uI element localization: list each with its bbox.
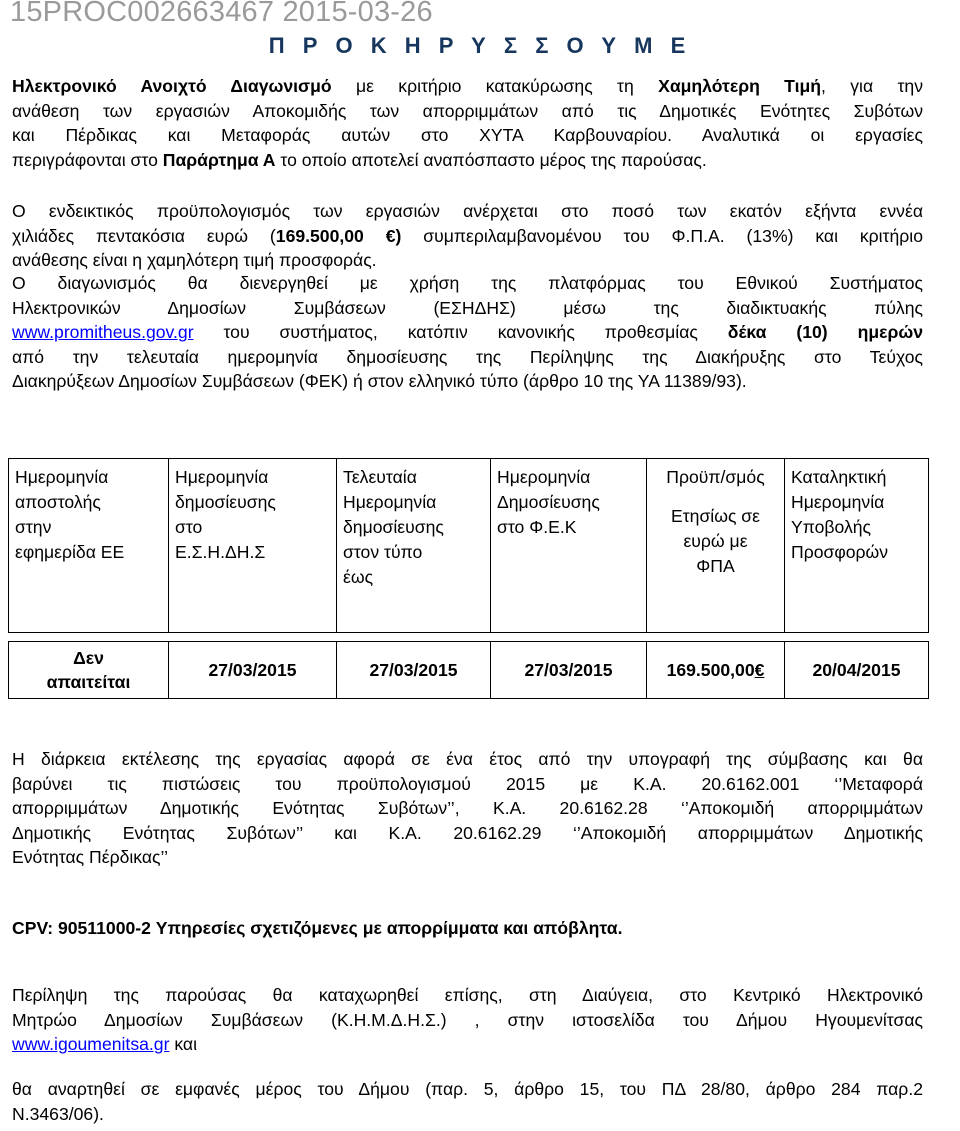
budget-line-2 (12, 224, 923, 249)
header-text: ευρώ με (683, 531, 748, 551)
header-text: Δημοσίευσης (497, 492, 600, 512)
header-text: εφημερίδα ΕΕ (15, 542, 125, 562)
schedule-header-row (9, 459, 929, 633)
summary-text-1: και (169, 1034, 197, 1055)
header-eshdhs-date (169, 459, 337, 633)
value-text: 169.500,00 (666, 659, 755, 680)
header-text: δημοσίευσης (175, 492, 276, 512)
header-text: στο Φ.Ε.Κ (497, 517, 577, 537)
duration-line-3: απορριμμάτων Δημοτικής Ενότητας Συβότων’’, Κ.Α. 20.6162.28 ‘’Αποκομιδή απορριμμάτων (12, 798, 923, 819)
intro-line-4 (12, 148, 923, 173)
intro-bold-3: Παράρτημα Α (162, 149, 276, 170)
schedule-values-row (9, 642, 929, 699)
budget-line-3: ανάθεσης είναι η χαμηλότερη τιμή προσφοράς. (12, 250, 377, 271)
duration-line-1: Η διάρκεια εκτέλεσης της εργασίας αφορά σε ένα έτος από την υπογραφή της σύμβασης και θα (12, 749, 923, 769)
duration-line-4: Δημοτικής Ενότητας Συβότων’’ και Κ.Α. 20.6162.29 ‘’Αποκομιδή απορριμμάτων Δημοτικής (12, 822, 923, 843)
platform-text-1: του συστήματος, κατόπιν κανονικής προθεσμίας (193, 322, 728, 343)
header-text: στον τύπο (343, 542, 423, 562)
schedule-table (8, 458, 929, 699)
intro-line-2: ανάθεση των εργασιών Αποκομιδής των απορριμμάτων από τις Δημοτικές Ενότητες Συβότων (12, 100, 923, 121)
intro-bold-1: Ηλεκτρονικό Ανοιχτό Διαγωνισμό (12, 76, 332, 96)
summary-line-1: Περίληψη της παρούσας θα καταχωρηθεί επίσης, στη Διαύγεια, στο Κεντρικό Ηλεκτρονικό (12, 985, 923, 1005)
header-text: Τελευταία (343, 467, 417, 487)
posting-line-2: Ν.3463/06). (12, 1103, 104, 1124)
header-text: Προϋπ/σμός (666, 467, 765, 487)
value-text: Δεν (73, 648, 104, 668)
budget-amount: 169.500,00 €) (275, 225, 402, 246)
intro-text-1: με κριτήριο κατακύρωσης τη (331, 76, 659, 96)
header-text: Ημερομηνία (791, 492, 885, 512)
header-text: στην (15, 517, 52, 537)
header-budget (647, 459, 785, 633)
intro-text-3: περιγράφονται στο (12, 149, 163, 170)
header-press-date (337, 459, 491, 633)
duration-line-2: βαρύνει τις πιστώσεις του προϋπολογισμού 2015 με Κ.Α. 20.6162.001 ‘’Μεταφορά (12, 773, 923, 794)
summary-line-3 (12, 1032, 923, 1057)
posting-line-1: θα αναρτηθεί σε εμφανές μέρος του Δήμου (παρ. 5, άρθρο 15, του ΠΔ 28/80, άρθρο 284 παρ.2 (12, 1079, 923, 1099)
value-press-date: 27/03/2015 (337, 642, 491, 699)
header-text: Ημερομηνία (175, 467, 269, 487)
platform-line-2: Ηλεκτρονικών Δημοσίων Συμβάσεων (ΕΣΗΔΗΣ) μέσω της διαδικτυακής πύλης (12, 297, 923, 318)
platform-paragraph (12, 271, 923, 394)
header-text: Υποβολής (791, 517, 872, 537)
duration-paragraph (12, 747, 923, 870)
platform-line-4: από την τελευταία ημερομηνία δημοσίευσης της Περίληψης της Διακήρυξης στο Τεύχος (12, 346, 923, 367)
intro-line-3: και Πέρδικας και Μεταφοράς αυτών στο ΧΥΤΑ Καρβουναρίου. Αναλυτικά οι εργασίες (12, 125, 923, 146)
value-fek-date: 27/03/2015 (491, 642, 647, 699)
budget-line-1: Ο ενδεικτικός προϋπολογισμός των εργασιών ανέρχεται στο ποσό των εκατόν εξήντα εννέα (12, 201, 923, 221)
intro-text-4: το οποίο αποτελεί αναπόσπαστο μέρος της παρούσας. (275, 149, 707, 170)
header-eu-date (9, 459, 169, 633)
document-id: 15PROC002663467 2015-03-26 (10, 0, 433, 28)
duration-line-5: Ενότητας Πέρδικας’’ (12, 847, 169, 868)
value-eu (9, 642, 169, 699)
header-fek-date (491, 459, 647, 633)
header-text: Ημερομηνία (15, 467, 109, 487)
summary-line-2: Μητρώο Δημοσίων Συμβάσεων (Κ.Η.Μ.Δ.Η.Σ.) , στην ιστοσελίδα του Δήμου Ηγουμενίτσας (12, 1009, 923, 1030)
intro-bold-2: Χαμηλότερη Τιμή (658, 76, 822, 96)
summary-paragraph (12, 983, 923, 1057)
schedule-gap-row (9, 633, 929, 642)
header-text: Προσφορών (791, 542, 889, 562)
page-title: Π Ρ Ο Κ Η Ρ Υ Σ Σ Ο Υ Μ Ε (268, 33, 692, 58)
intro-line-1 (12, 74, 923, 99)
header-text: Ε.Σ.Η.ΔΗ.Σ (175, 542, 266, 562)
header-text: Καταληκτική (791, 467, 887, 487)
header-text: Ημερομηνία (497, 467, 591, 487)
header-text: έως (343, 567, 374, 587)
deadline-days: δέκα (10) ημερών (727, 322, 923, 343)
header-text: ΦΠΑ (696, 556, 735, 576)
header-text: Ετησίως σε (670, 506, 761, 526)
value-budget (647, 642, 785, 699)
header-text: Ημερομηνία (343, 492, 437, 512)
header-text: αποστολής (15, 492, 101, 512)
platform-line-5: Διακηρύξεων Δημοσίων Συμβάσεων (ΦΕΚ) ή στον ελληνικό τύπο (άρθρο 10 της ΥΑ 11389/93). (12, 371, 747, 392)
platform-line-1: Ο διαγωνισμός θα διενεργηθεί με χρήση της πλατφόρμας του Εθνικού Συστήματος (12, 273, 923, 293)
platform-line-3 (12, 320, 923, 345)
budget-paragraph (12, 199, 923, 273)
budget-text-1: χιλιάδες πεντακόσια ευρώ ( (12, 225, 276, 246)
budget-text-2: συμπεριλαμβανομένου του Φ.Π.Α. (13%) και κριτήριο (401, 225, 923, 246)
value-deadline: 20/04/2015 (785, 642, 929, 699)
header-deadline (785, 459, 929, 633)
value-eshdhs-date: 27/03/2015 (169, 642, 337, 699)
header-text: δημοσίευσης (343, 517, 444, 537)
cpv-line: CPV: 90511000-2 Υπηρεσίες σχετιζόμενες με απορρίμματα και απόβλητα. (12, 918, 623, 938)
promitheus-link[interactable]: www.promitheus.gov.gr (12, 322, 194, 343)
intro-paragraph (12, 74, 923, 172)
value-text: απαιτείται (46, 672, 131, 692)
header-text: στο (175, 517, 203, 537)
intro-text-2: , για την (821, 76, 924, 96)
igoumenitsa-link[interactable]: www.igoumenitsa.gr (12, 1034, 170, 1055)
euro-symbol: € (754, 659, 765, 680)
posting-paragraph (12, 1077, 923, 1126)
